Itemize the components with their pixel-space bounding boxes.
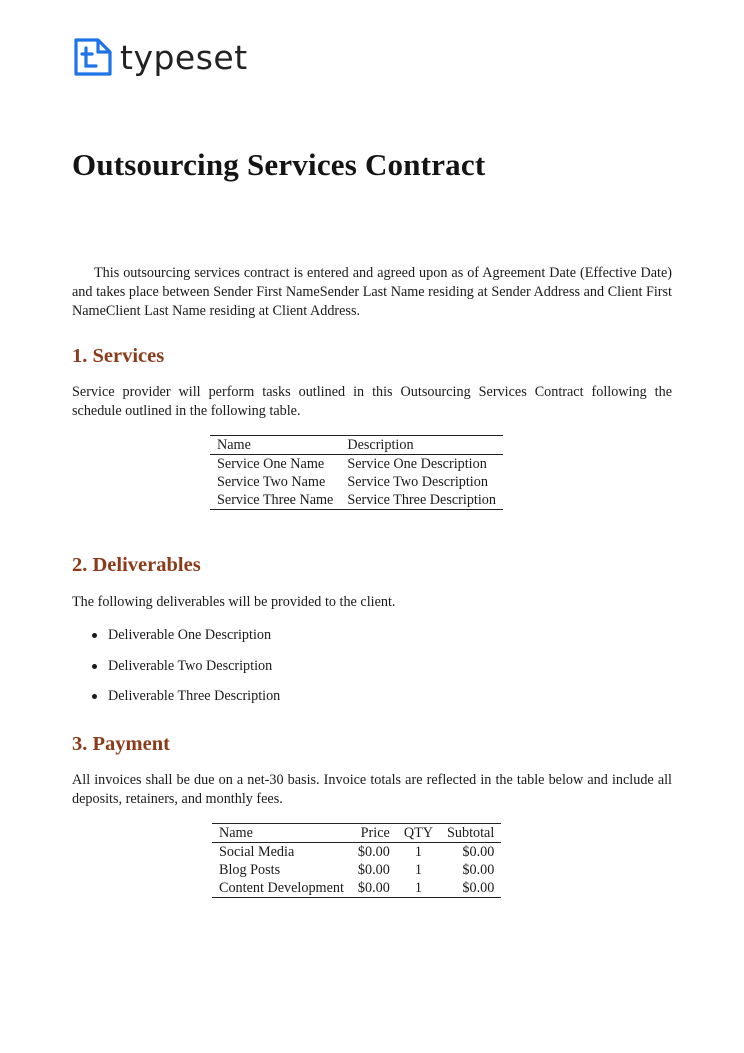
table-row — [212, 879, 501, 898]
table-cell: $0.00 — [462, 844, 495, 860]
table-cell: Blog Posts — [219, 862, 281, 878]
deliverables-paragraph: The following deliverables will be provided to the client. — [72, 594, 396, 610]
column-header: Price — [351, 824, 397, 843]
table-cell: Social Media — [219, 844, 295, 860]
column-header: Name — [210, 436, 340, 455]
table-row — [210, 491, 503, 510]
column-header: QTY — [397, 824, 440, 843]
typeset-logo-icon — [72, 36, 114, 78]
list-item-text: Deliverable One Description — [108, 627, 272, 643]
table-cell: Service Two Description — [347, 474, 488, 490]
table-cell: $0.00 — [462, 862, 495, 878]
deliverables-list — [90, 626, 280, 718]
payment-paragraph: All invoices shall be due on a net-30 basis. Invoice totals are reflected in the table below and include all deposits, retainers, and monthly fees. — [72, 772, 672, 807]
table-cell: $0.00 — [357, 844, 390, 860]
column-header: Subtotal — [440, 824, 501, 843]
table-cell: Content Development — [219, 880, 344, 896]
bullet-icon — [92, 694, 97, 699]
table-row — [212, 861, 501, 879]
list-item — [90, 687, 280, 718]
table-cell: $0.00 — [462, 880, 495, 896]
column-header: Name — [212, 824, 351, 843]
table-cell: $0.00 — [357, 880, 390, 896]
bullet-icon — [92, 664, 97, 669]
list-item — [90, 626, 280, 657]
services-paragraph: Service provider will perform tasks outlined in this Outsourcing Services Contract following the schedule outlined in the following table. — [72, 384, 672, 419]
table-header-row — [210, 436, 503, 455]
typeset-logo — [72, 36, 248, 78]
table-cell: 1 — [414, 844, 422, 860]
section-heading-payment: 3. Payment — [72, 733, 170, 755]
table-cell: $0.00 — [357, 862, 390, 878]
column-header: Description — [340, 436, 503, 455]
table-cell: Service Three Description — [347, 492, 496, 508]
table-row — [212, 843, 501, 862]
table-cell: 1 — [414, 862, 422, 878]
section-heading-deliverables: 2. Deliverables — [72, 554, 201, 576]
bullet-icon — [92, 633, 97, 638]
list-item — [90, 657, 280, 688]
table-cell: Service One Name — [217, 456, 325, 472]
intro-paragraph: This outsourcing services contract is entered and agreed upon as of Agreement Date (Effective Date) and takes place between Sender First NameSender Last Name residing at Sender Address and Client First NameClient Last Name residing at Client Address. — [72, 265, 672, 319]
logo-wordmark: typeset — [120, 37, 248, 77]
table-cell: Service Two Name — [217, 474, 326, 490]
document-title: Outsourcing Services Contract — [72, 147, 486, 182]
list-item-text: Deliverable Two Description — [108, 657, 273, 674]
table-cell: 1 — [414, 880, 422, 896]
table-row — [210, 455, 503, 474]
table-row — [210, 473, 503, 491]
services-table — [210, 435, 503, 510]
section-heading-services: 1. Services — [72, 345, 165, 367]
payment-table — [212, 823, 501, 898]
table-cell: Service One Description — [347, 456, 487, 472]
list-item-text: Deliverable Three Description — [108, 688, 281, 704]
table-cell: Service Three Name — [217, 492, 334, 508]
table-header-row — [212, 824, 501, 843]
